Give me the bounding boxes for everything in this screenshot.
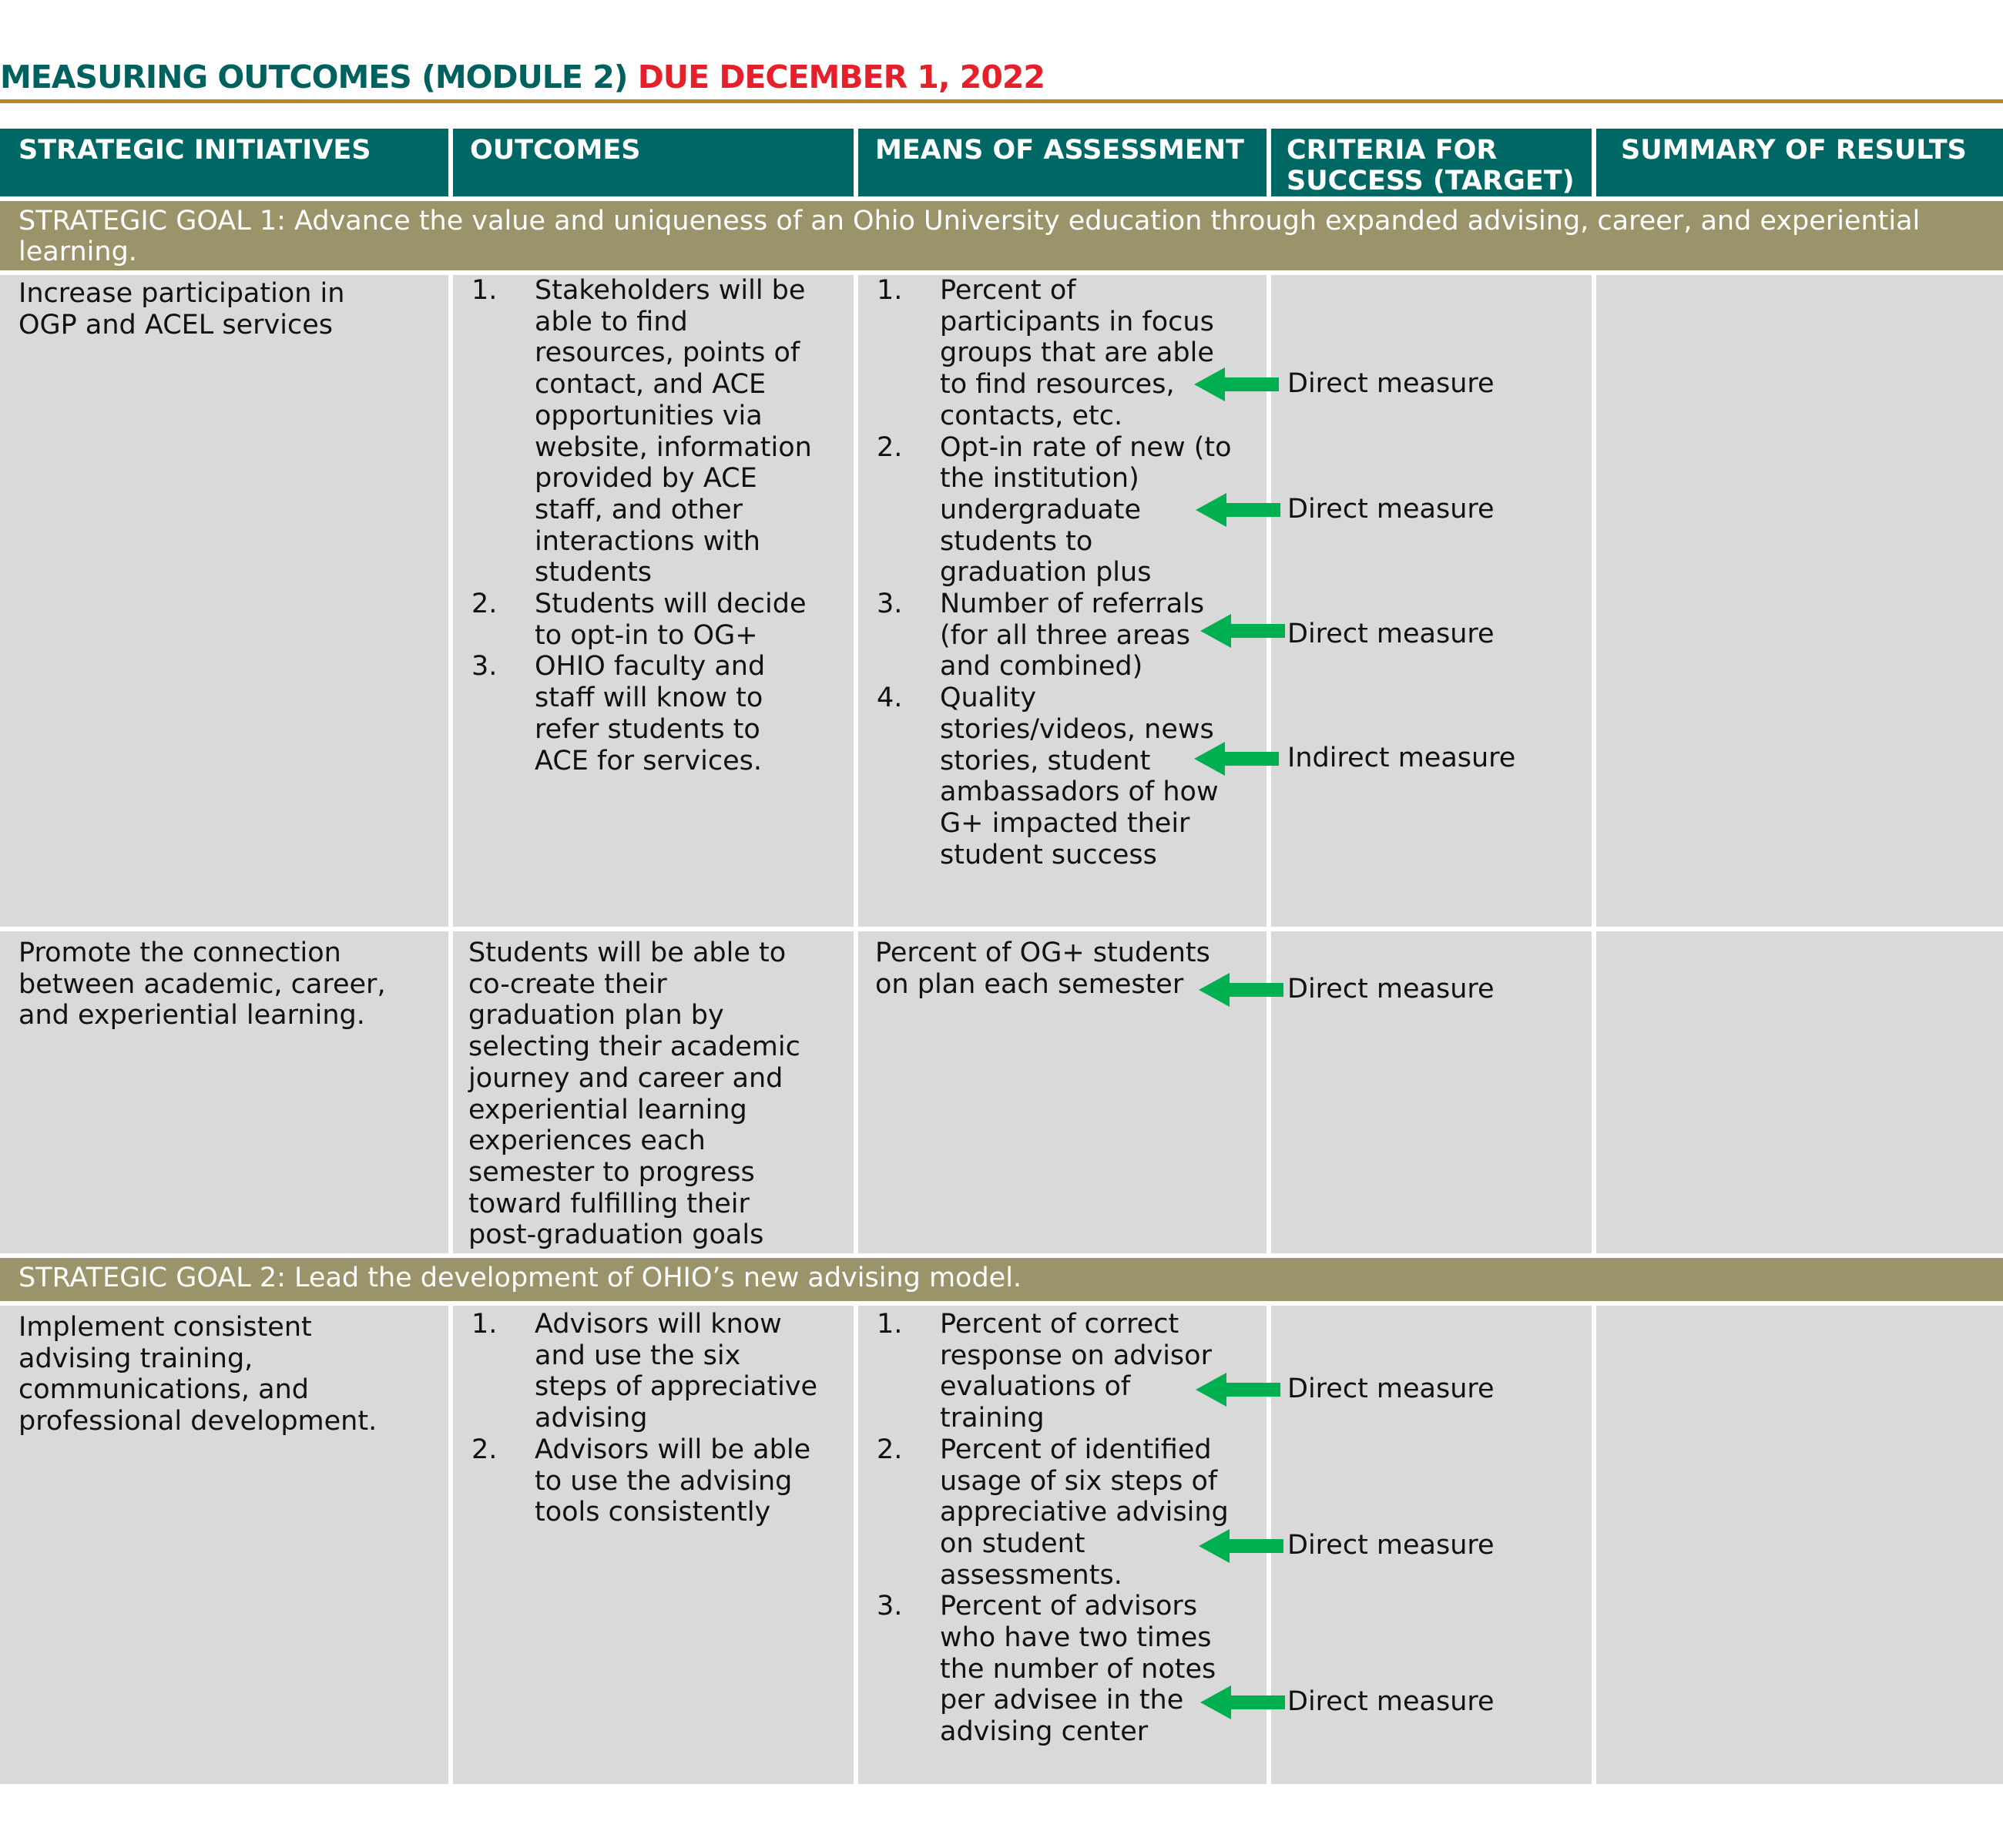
arrow-left-icon xyxy=(1199,1529,1283,1563)
arrow-left-icon xyxy=(1199,973,1283,1007)
strategic-goal-1: STRATEGIC GOAL 1: Advance the value and uniqueness of an Ohio University education through expanded advising, career, and experiential learning. xyxy=(0,201,2003,270)
arrow-left-icon xyxy=(1194,742,1279,776)
row2-summary xyxy=(1596,931,2003,1253)
column-header-outcomes: OUTCOMES xyxy=(453,129,854,196)
title-text: MEASURING OUTCOMES (MODULE 2) xyxy=(0,59,628,96)
column-header-summary: SUMMARY OF RESULTS xyxy=(1596,129,2003,196)
page-title xyxy=(0,59,1045,96)
criteria-label: Direct measure xyxy=(1287,368,1495,399)
criteria-label: Direct measure xyxy=(1287,1686,1495,1717)
title-rule xyxy=(0,99,2003,103)
row3-summary xyxy=(1596,1306,2003,1784)
list-item: 2. Students will decide to opt-in to OG+ xyxy=(471,589,807,651)
column-header-initiatives: STRATEGIC INITIATIVES xyxy=(0,129,448,196)
list-item: 2. Percent of identified usage of six steps of appreciative advising on student assessments. xyxy=(877,1434,1229,1591)
list-item: 1. Stakeholders will be able to find resources, points of contact, and ACE opportunities via website, information provided by ACE staff, and other interactions with students xyxy=(471,275,812,589)
column-header-means: MEANS OF ASSESSMENT xyxy=(858,129,1267,196)
list-item: 1. Percent of correct response on advisor evaluations of training xyxy=(877,1309,1212,1434)
strategic-goal-2: STRATEGIC GOAL 2: Lead the development of OHIO’s new advising model. xyxy=(0,1258,2003,1301)
arrow-left-icon xyxy=(1194,367,1279,401)
arrow-left-icon xyxy=(1196,493,1280,527)
row3-initiative: Implement consistent advising training, communications, and professional development. xyxy=(0,1306,448,1784)
row1-outcomes xyxy=(453,275,854,927)
arrow-left-icon xyxy=(1196,1373,1280,1407)
criteria-label: Indirect measure xyxy=(1287,743,1516,773)
column-header-criteria: CRITERIA FOR SUCCESS (TARGET) xyxy=(1271,129,1592,196)
list-item: 3. Percent of advisors who have two times the number of notes per advisee in the advising center xyxy=(877,1591,1216,1748)
list-item: 1. Percent of participants in focus groups that are able to find resources, contacts, etc. xyxy=(877,275,1214,431)
due-date: DUE DECEMBER 1, 2022 xyxy=(637,59,1045,96)
list-item: 3. OHIO faculty and staff will know to refer students to ACE for services. xyxy=(471,651,766,776)
row1-summary xyxy=(1596,275,2003,927)
criteria-label: Direct measure xyxy=(1287,974,1495,1004)
row1-initiative: Increase participation in OGP and ACEL services xyxy=(0,275,448,927)
criteria-label: Direct measure xyxy=(1287,494,1495,525)
outcomes-list xyxy=(453,1309,854,1528)
criteria-label: Direct measure xyxy=(1287,1530,1495,1561)
means-list xyxy=(858,275,1267,870)
outcomes-list xyxy=(453,275,854,776)
arrow-left-icon xyxy=(1200,614,1285,648)
row3-outcomes xyxy=(453,1306,854,1784)
row2-means: Percent of OG+ students on plan each semester xyxy=(858,931,1267,1253)
row2-initiative: Promote the connection between academic, career, and experiential learning. xyxy=(0,931,448,1253)
list-item: 4. Quality stories/videos, news stories, student ambassadors of how G+ impacted their student success xyxy=(877,683,1219,870)
arrow-left-icon xyxy=(1200,1685,1285,1719)
list-item: 2. Opt-in rate of new (to the institution) undergraduate students to graduation plus xyxy=(877,431,1232,589)
list-item: 3. Number of referrals (for all three areas and combined) xyxy=(877,589,1205,683)
criteria-label: Direct measure xyxy=(1287,619,1495,649)
row2-outcome: Students will be able to co-create their graduation plan by selecting their academic journey and career and experiential learning experiences each semester to progress toward fulfilling their post-graduation goals xyxy=(453,931,854,1253)
criteria-label: Direct measure xyxy=(1287,1373,1495,1404)
list-item: 1. Advisors will know and use the six steps of appreciative advising xyxy=(471,1309,818,1434)
list-item: 2. Advisors will be able to use the advising tools consistently xyxy=(471,1434,811,1528)
